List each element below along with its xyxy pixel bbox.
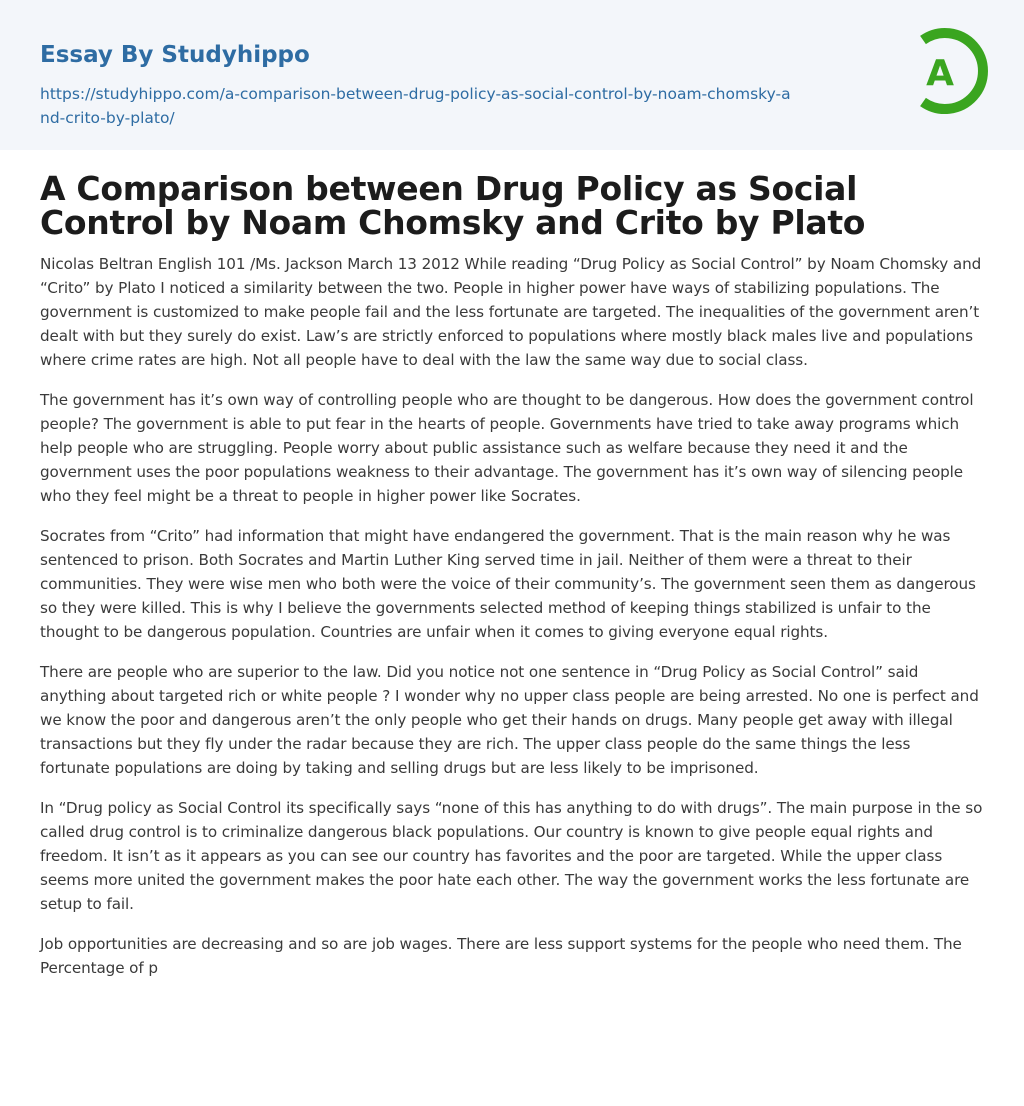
essay-paragraph: Nicolas Beltran English 101 /Ms. Jackson March 13 2012 While reading “Drug Policy as Social Control” by Noam Chomsky and “Crito” by Plato I noticed a similarity between the two. People in higher power have ways of stabilizing populations. The government is customized to make people fail and the less fortunate are targeted. The inequalities of the government aren’t dealt with but they surely do exist. Law’s are strictly enforced to populations where mostly black males live and populations where crime rates are high. Not all people have to deal with the law the same way due to social class. <box>40 255 982 369</box>
brand-title[interactable]: Essay By Studyhippo <box>40 42 310 68</box>
essay-url-link[interactable]: https://studyhippo.com/a-comparison-between-drug-policy-as-social-control-by-noam-chomsky-and-crito-by-plato/ <box>40 85 791 127</box>
essay-title: A Comparison between Drug Policy as Social Control by Noam Chomsky and Crito by Plato <box>40 169 866 242</box>
logo-letter: A <box>926 53 954 94</box>
studyhippo-a-logo-icon[interactable] <box>904 26 994 116</box>
essay-paragraph: Job opportunities are decreasing and so are job wages. There are less support systems for the people who need them. The Percentage of p <box>40 935 962 977</box>
site-header <box>0 0 1024 150</box>
essay-paragraph: There are people who are superior to the law. Did you notice not one sentence in “Drug Policy as Social Control” said anything about targeted rich or white people ? I wonder why no upper class people are being arrested. No one is perfect and we know the poor and dangerous aren’t the only people who get their hands on drugs. Many people get away with illegal transactions but they fly under the radar because they are rich. The upper class people do the same things the less fortunate populations are doing by taking and selling drugs but are less likely to be imprisoned. <box>40 663 979 777</box>
essay-paragraph: Socrates from “Crito” had information that might have endangered the government. That is the main reason why he was sentenced to prison. Both Socrates and Martin Luther King served time in jail. Neither of them were a threat to their communities. They were wise men who both were the voice of their community’s. The government seen them as dangerous so they were killed. This is why I believe the governments selected method of keeping things stabilized is unfair to the thought to be dangerous population. Countries are unfair when it comes to giving everyone equal rights. <box>40 527 976 641</box>
essay-content <box>0 169 1024 980</box>
essay-paragraph: In “Drug policy as Social Control its specifically says “none of this has anything to do with drugs”. The main purpose in the so called drug control is to criminalize dangerous black populations. Our country is known to give people equal rights and freedom. It isn’t as it appears as you can see our country has favorites and the poor are targeted. While the upper class seems more united the government makes the poor hate each other. The way the government works the less fortunate are setup to fail. <box>40 799 983 913</box>
essay-paragraph: The government has it’s own way of controlling people who are thought to be dangerous. How does the government control people? The government is able to put fear in the hearts of people. Governments have tried to take away programs which help people who are struggling. People worry about public assistance such as welfare because they need it and the government uses the poor populations weakness to their advantage. The government has it’s own way of silencing people who they feel might be a threat to people in higher power like Socrates. <box>40 391 974 505</box>
